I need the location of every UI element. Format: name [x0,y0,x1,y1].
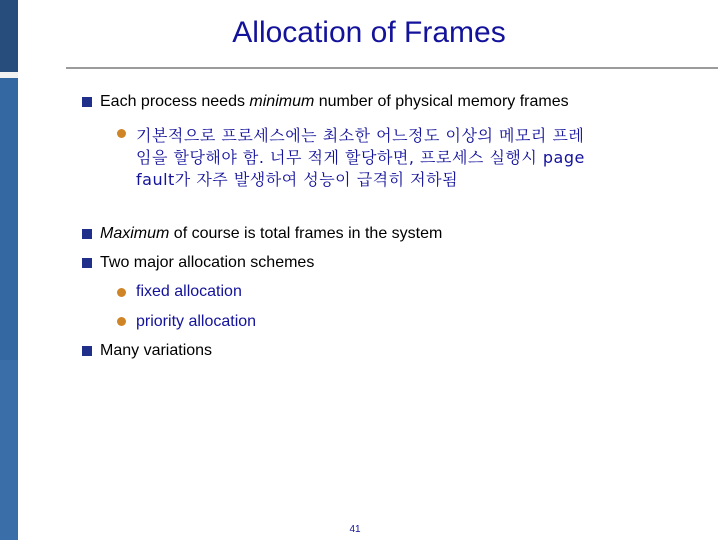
bullet-1-em: minimum [249,93,315,110]
bullet-2-em: Maximum [100,225,170,242]
bullet-1-text [100,93,569,111]
bullet-1-sub-line-3-post: 가 자주 발생하여 성능이 급격히 저하됨 [174,170,459,189]
sidebar-segment-mid [0,78,18,360]
bullet-1-sub-line-3 [136,167,458,190]
square-bullet-icon [82,346,92,356]
page-number: 41 [349,524,361,535]
title-rule [66,67,718,69]
square-bullet-icon [82,229,92,239]
bullet-1-pre: Each process needs [100,93,250,110]
bullet-2-post: of course is total frames in the system [169,225,443,242]
bullet-1-sub-line-2: 임을 할당해야 함. 너무 적게 할당하면, 프로세스 실행시 page [136,148,585,167]
bullet-3-sub-2: priority allocation [136,313,257,330]
bullet-2-text [100,225,442,243]
dot-bullet-icon [117,288,126,297]
bullet-3-text: Two major allocation schemes [100,254,315,271]
bullet-4-text: Many variations [100,342,213,359]
slide-title: Allocation of Frames [232,16,506,49]
bullet-3-sub-1: fixed allocation [136,283,242,300]
square-bullet-icon [82,97,92,107]
dot-bullet-icon [117,317,126,326]
bullet-1-post: number of physical memory frames [314,93,569,110]
sidebar-accent [0,0,18,540]
dot-bullet-icon [117,129,126,138]
square-bullet-icon [82,258,92,268]
bullet-1-sub-line-1: 기본적으로 프로세스에는 최소한 어느정도 이상의 메모리 프레 [136,126,585,145]
sidebar-segment-bottom [0,360,18,540]
sidebar-segment-top [0,0,18,72]
bullet-1-sub-line-3-pre: fault [136,170,175,189]
